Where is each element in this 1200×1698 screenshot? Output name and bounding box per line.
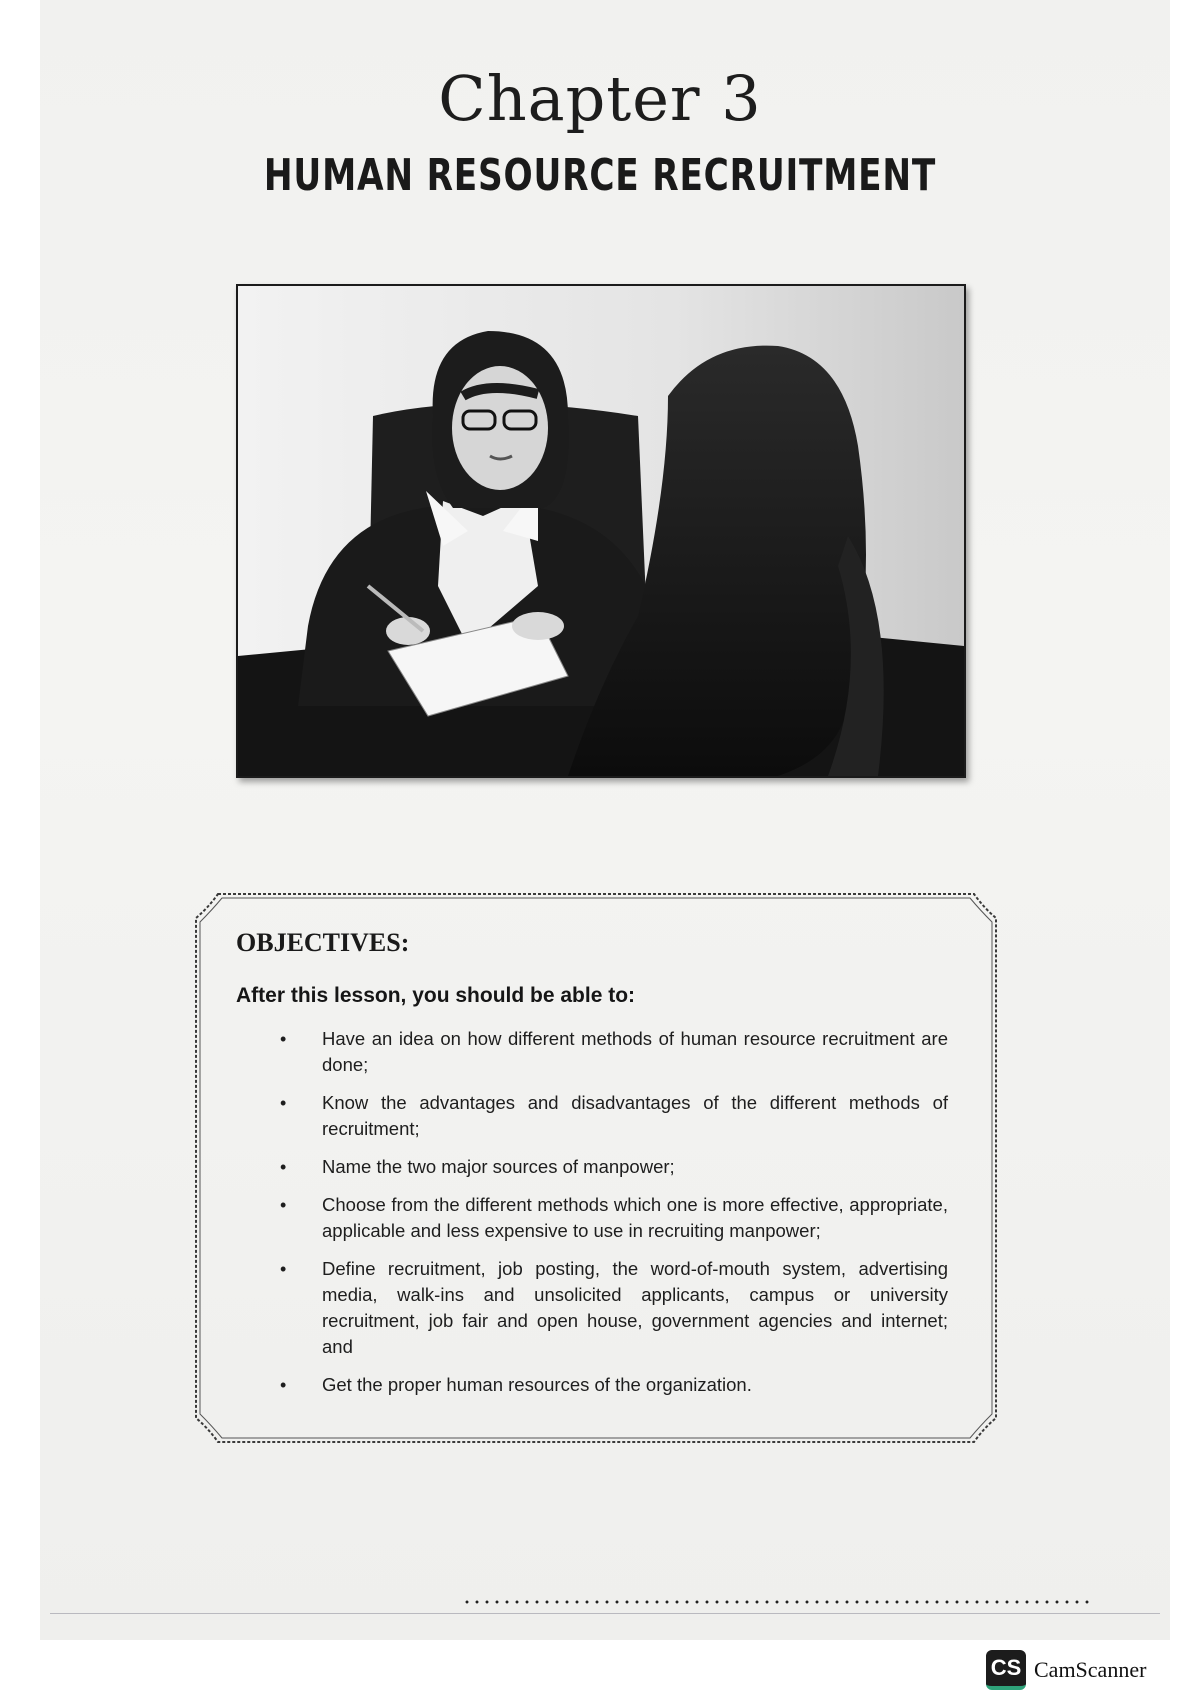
footer-dotted-rule [462, 1600, 1092, 1604]
camscanner-name: CamScanner [1034, 1657, 1147, 1682]
list-item [236, 1154, 948, 1180]
bullet: • [280, 1259, 287, 1279]
bullet: • [280, 1157, 287, 1177]
objective-text: Have an idea on how different methods of human resource recruitment are done; [322, 1028, 948, 1075]
chapter-title: HUMAN RESOURCE RECRUITMENT [263, 150, 937, 201]
objective-text: Choose from the different methods which one is more effective, appropriate, applicable and less expensive to use in recruiting manpower; [322, 1194, 948, 1241]
objective-text: Get the proper human resources of the organization. [322, 1374, 752, 1395]
camscanner-logo-icon: CS [986, 1650, 1026, 1690]
objective-text: Know the advantages and disadvantages of the different methods of recruitment; [322, 1092, 948, 1139]
footer-rule [50, 1613, 1160, 1614]
bullet: • [280, 1375, 287, 1395]
bullet: • [280, 1195, 287, 1215]
objectives-intro: After this lesson, you should be able to: [236, 984, 636, 1007]
list-item [236, 1026, 948, 1078]
objective-text: Name the two major sources of manpower; [322, 1156, 675, 1177]
objectives-box [188, 888, 1004, 1448]
list-item [236, 1256, 948, 1360]
interview-photo [236, 284, 966, 778]
list-item [236, 1192, 948, 1244]
list-item [236, 1090, 948, 1142]
objective-text: Define recruitment, job posting, the word-of-mouth system, advertising media, walk-ins and unsolicited applicants, campus or university recruitment, job fair and open house, government agencies and internet; and [322, 1258, 948, 1357]
bullet: • [280, 1093, 287, 1113]
camscanner-watermark [986, 1648, 1146, 1692]
list-item [236, 1372, 948, 1398]
chapter-label: Chapter 3 [438, 62, 762, 135]
objectives-heading: OBJECTIVES: [236, 928, 410, 957]
objectives-list [236, 1026, 948, 1410]
bullet: • [280, 1029, 287, 1049]
